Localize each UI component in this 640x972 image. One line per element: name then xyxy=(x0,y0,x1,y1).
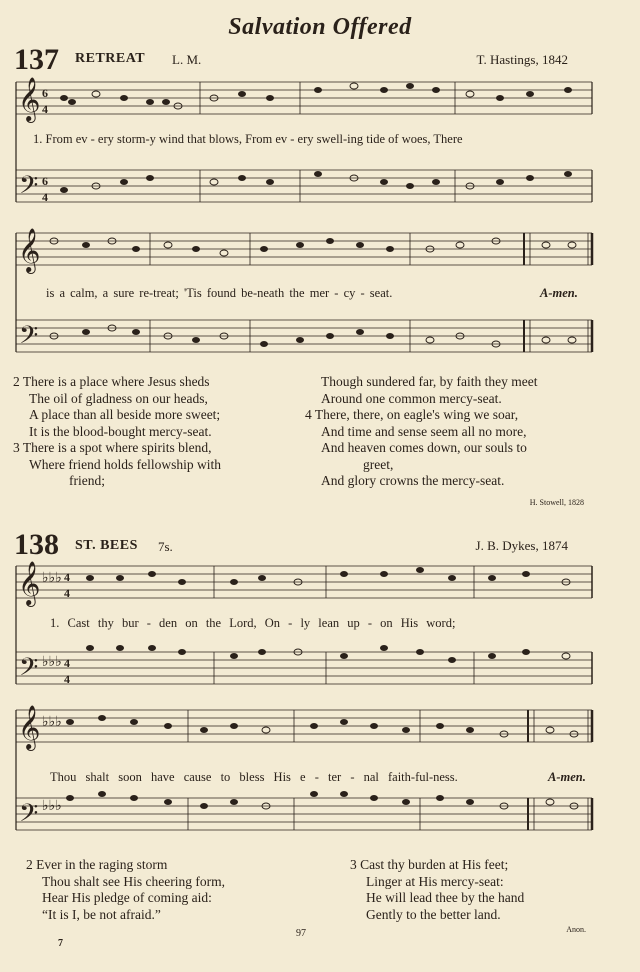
verse-line: Linger at His mercy-seat: xyxy=(366,873,504,889)
verse-line: It is the blood-bought mercy-seat. xyxy=(29,423,212,439)
svg-text:4: 4 xyxy=(64,656,70,670)
tune-name: RETREAT xyxy=(75,51,146,66)
svg-text:4: 4 xyxy=(64,586,70,600)
svg-text:♭♭♭: ♭♭♭ xyxy=(42,799,62,814)
svg-text:𝄞: 𝄞 xyxy=(18,561,41,605)
verse-block-left xyxy=(26,857,225,923)
verse-line: Gently to the better land. xyxy=(366,906,501,922)
verse-line: A place than all beside more sweet; xyxy=(29,407,221,422)
svg-text:6: 6 xyxy=(42,174,48,188)
verse-line: 2 Ever in the raging storm xyxy=(26,857,168,872)
verse-line: 3 Cast thy burden at His feet; xyxy=(350,857,509,872)
svg-text:𝄞: 𝄞 xyxy=(18,705,41,749)
verse-line: greet, xyxy=(363,456,394,472)
hymn-number: 137 xyxy=(14,43,59,76)
meter: 7s. xyxy=(158,539,173,554)
author-credit: H. Stowell, 1828 xyxy=(529,498,584,507)
lyric-line: 1. From ev - ery storm-y wind that blows, From ev - ery swell-ing tide of woes, There xyxy=(33,132,463,146)
lyric-line: 1. Cast thy bur - den on the Lord, On - ly lean up - on His word; xyxy=(50,616,456,630)
amen-label: A-men. xyxy=(548,770,586,784)
verse-block-left xyxy=(13,374,221,490)
verse-line: Hear His pledge of coming aid: xyxy=(42,890,212,905)
signature-mark: 7 xyxy=(58,938,63,949)
svg-text:4: 4 xyxy=(42,102,48,116)
verse-line: 3 There is a spot where spirits blend, xyxy=(13,440,212,455)
svg-text:6: 6 xyxy=(42,86,48,100)
verse-line: Around one common mercy-seat. xyxy=(321,390,502,406)
verse-line: And heaven comes down, our souls to xyxy=(321,440,527,455)
verse-line: “It is I, be not afraid.” xyxy=(42,906,161,922)
svg-text:𝄞: 𝄞 xyxy=(18,77,41,121)
verse-block-right xyxy=(350,857,524,923)
verse-line: And time and sense seem all no more, xyxy=(321,423,527,439)
hymn-number: 138 xyxy=(14,528,59,561)
lyric-line: Thou shalt soon have cause to bless His e - ter - nal faith-ful-ness. xyxy=(50,770,458,784)
meter: L. M. xyxy=(172,52,202,67)
author-credit: Anon. xyxy=(566,925,586,934)
verse-line: The oil of gladness on our heads, xyxy=(29,390,208,406)
svg-text:𝄢: 𝄢 xyxy=(19,321,39,356)
page-title: Salvation Offered xyxy=(228,14,412,40)
verse-block-right xyxy=(305,374,538,490)
verse-line: And glory crowns the mercy-seat. xyxy=(321,473,505,488)
svg-text:♭♭♭: ♭♭♭ xyxy=(42,571,62,586)
svg-text:𝄢: 𝄢 xyxy=(19,799,39,834)
lyric-line: is a calm, a sure re-treat; 'Tis found be-neath the mer - cy - seat. xyxy=(46,286,393,300)
verse-line: Thou shalt see His cheering form, xyxy=(42,873,225,889)
svg-text:𝄞: 𝄞 xyxy=(18,228,41,272)
svg-text:♭♭♭: ♭♭♭ xyxy=(42,655,62,670)
verse-line: He will lead thee by the hand xyxy=(366,890,525,905)
svg-text:4: 4 xyxy=(64,672,70,686)
tune-name: ST. BEES xyxy=(75,538,138,553)
svg-text:𝄢: 𝄢 xyxy=(19,653,39,688)
page-number: 97 xyxy=(296,928,306,939)
composer: J. B. Dykes, 1874 xyxy=(475,538,568,553)
verse-line: 2 There is a place where Jesus sheds xyxy=(13,374,210,389)
verse-line: Where friend holds fellowship with xyxy=(29,456,221,472)
verse-line: friend; xyxy=(69,473,105,488)
composer: T. Hastings, 1842 xyxy=(476,52,568,67)
verse-line: Though sundered far, by faith they meet xyxy=(321,374,538,389)
svg-text:𝄢: 𝄢 xyxy=(19,171,39,206)
verse-line: 4 There, there, on eagle's wing we soar, xyxy=(305,407,519,422)
svg-text:4: 4 xyxy=(42,190,48,204)
svg-text:♭♭♭: ♭♭♭ xyxy=(42,715,62,730)
amen-label: A-men. xyxy=(540,286,578,300)
svg-text:4: 4 xyxy=(64,570,70,584)
